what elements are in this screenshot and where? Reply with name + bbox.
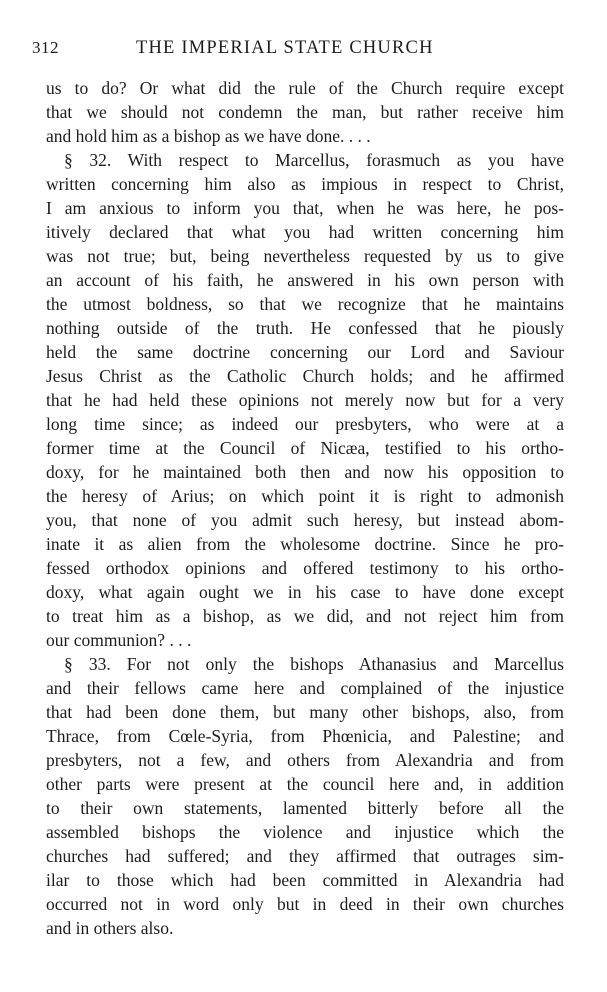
text-line: that had been done them, but many other bishops, also, from: [46, 702, 564, 722]
text-line: doxy, what again ought we in his case to have done except: [46, 582, 564, 602]
text-line: other parts were present at the council here and, in addition: [46, 774, 564, 794]
text-line: former time at the Council of Nicæa, testified to his ortho-: [46, 438, 564, 458]
text-line: doxy, for he maintained both then and now his opposition to: [46, 462, 564, 482]
text-line: was not true; but, being nevertheless requested by us to give: [46, 246, 564, 266]
running-head: THE IMPERIAL STATE CHURCH: [136, 38, 434, 58]
text-line: an account of his faith, he answered in his own person with: [46, 270, 564, 290]
book-page: [32, 38, 564, 940]
text-line: Thrace, from Cœle-Syria, from Phœnicia, and Palestine; and: [46, 726, 564, 746]
text-line: held the same doctrine concerning our Lord and Saviour: [46, 342, 564, 362]
text-line: § 32. With respect to Marcellus, forasmuch as you have: [64, 150, 564, 170]
text-line: I am anxious to inform you that, when he was here, he pos-: [46, 198, 564, 218]
text-line: the heresy of Arius; on which point it is right to admonish: [46, 486, 564, 506]
text-line: fessed orthodox opinions and offered testimony to his ortho-: [46, 558, 564, 578]
text-line: to their own statements, lamented bitterly before all the: [46, 798, 564, 818]
text-line: that he had held these opinions not merely now but for a very: [46, 390, 564, 410]
text-line: to treat him as a bishop, as we did, and not reject him from: [46, 606, 564, 626]
text-line: and hold him as a bishop as we have done. . . .: [46, 126, 371, 146]
text-line: nothing outside of the truth. He confessed that he piously: [46, 318, 564, 338]
text-line: occurred not in word only but in deed in their own churches: [46, 894, 564, 914]
text-line: that we should not condemn the man, but rather receive him: [46, 102, 564, 122]
text-line: long time since; as indeed our presbyters, who were at a: [46, 414, 564, 434]
text-line: ilar to those which had been committed in Alexandria had: [46, 870, 564, 890]
page-header: [32, 38, 564, 68]
text-line: Jesus Christ as the Catholic Church holds; and he affirmed: [46, 366, 564, 386]
text-line: inate it as alien from the wholesome doctrine. Since he pro-: [46, 534, 564, 554]
text-line: the utmost boldness, so that we recognize that he maintains: [46, 294, 564, 314]
body-text: [46, 76, 564, 940]
text-line: our communion? . . .: [46, 630, 192, 650]
text-line: you, that none of you admit such heresy, but instead abom-: [46, 510, 564, 530]
text-line: us to do? Or what did the rule of the Church require except: [46, 78, 564, 98]
text-line: and their fellows came here and complained of the injustice: [46, 678, 564, 698]
text-line: written concerning him also as impious in respect to Christ,: [46, 174, 564, 194]
page-number: 312: [32, 38, 59, 57]
text-line: and in others also.: [46, 918, 174, 938]
text-line: § 33. For not only the bishops Athanasius and Marcellus: [64, 654, 564, 674]
text-line: assembled bishops the violence and injustice which the: [46, 822, 564, 842]
text-line: itively declared that what you had written concerning him: [46, 222, 564, 242]
text-line: presbyters, not a few, and others from Alexandria and from: [46, 750, 564, 770]
text-line: churches had suffered; and they affirmed that outrages sim-: [46, 846, 564, 866]
